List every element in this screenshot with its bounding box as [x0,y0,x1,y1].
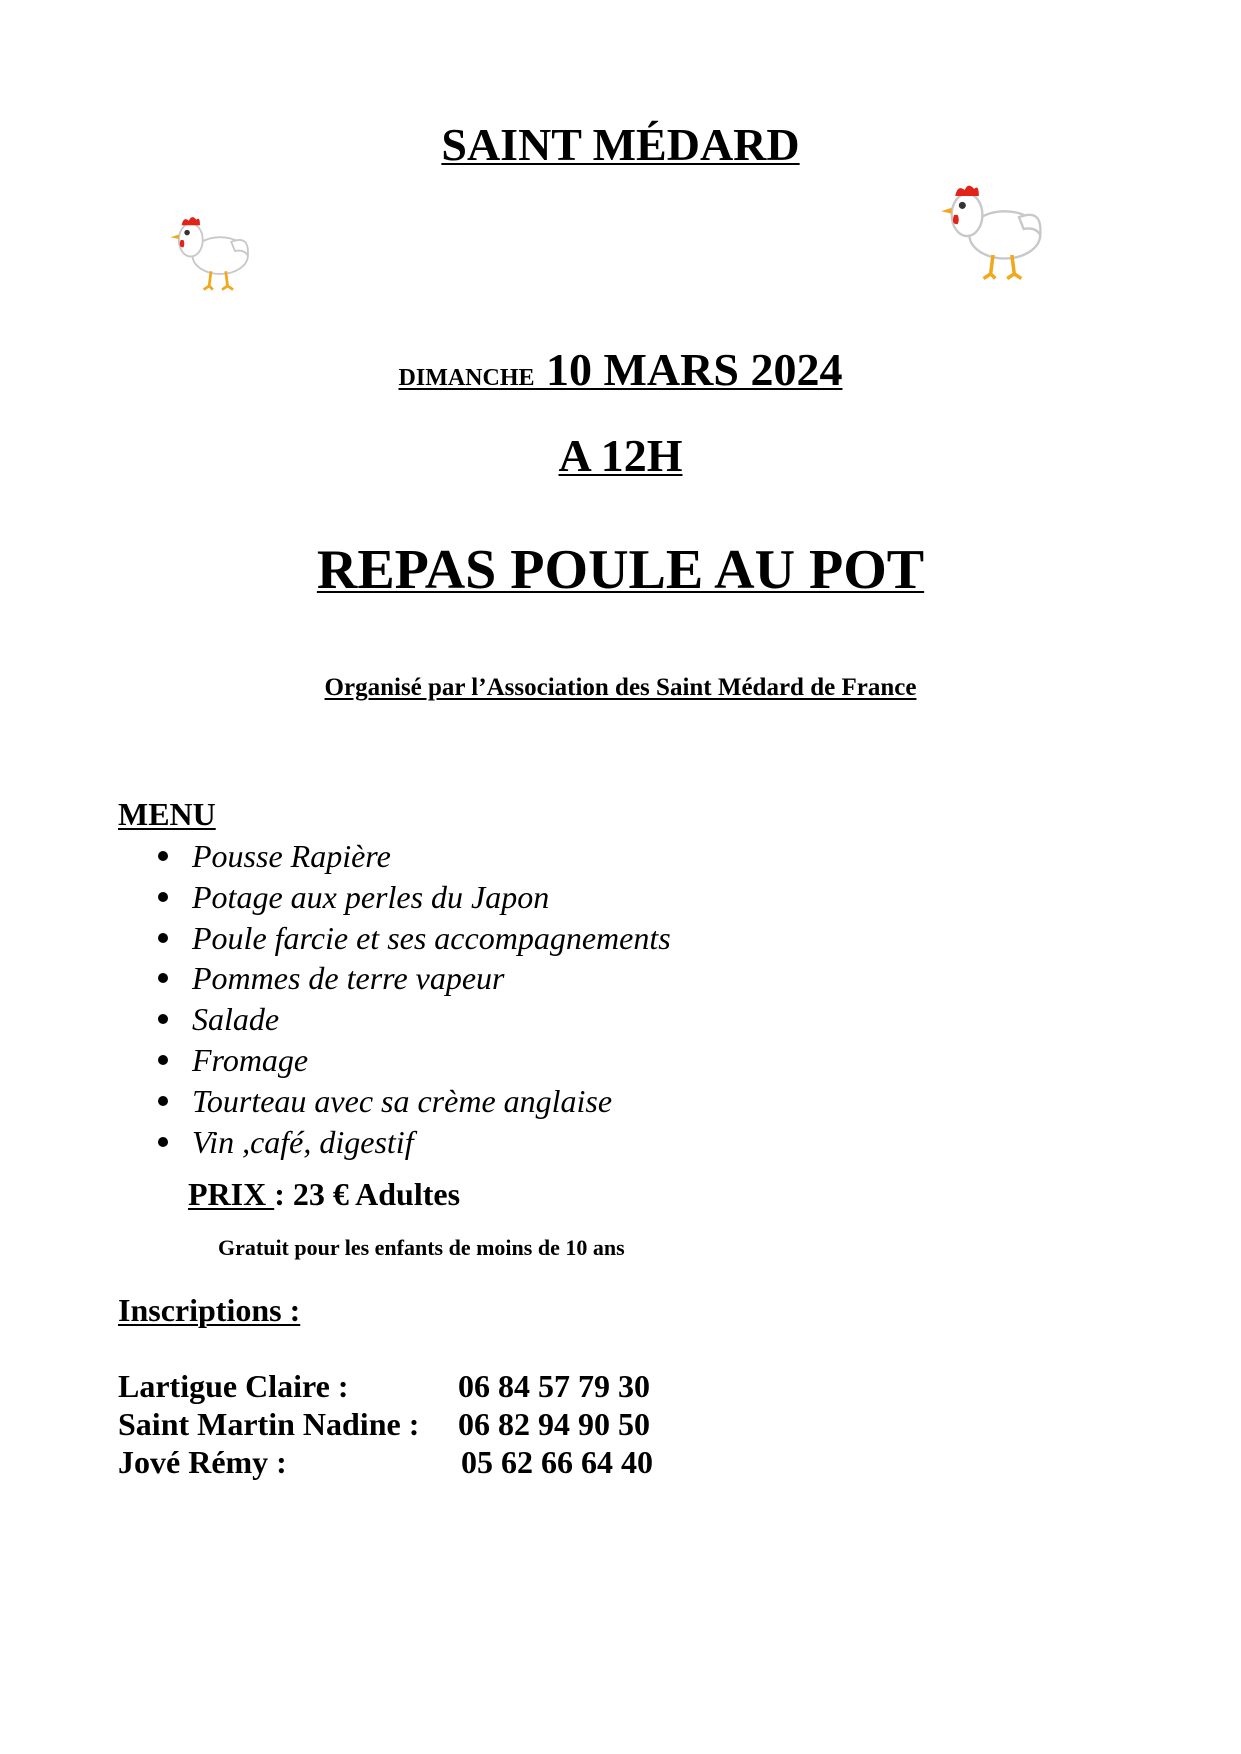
organizer-text: Organisé par l’Association des Saint Médard de France [324,674,917,701]
inscriptions-heading [118,1292,300,1329]
hen-icon [171,217,248,289]
event-date [0,343,1241,396]
list-item [118,999,671,1040]
menu-list [118,836,671,1162]
hen-icon [941,186,1040,279]
menu-item-label: Poule farcie et ses accompagnements [192,919,671,956]
menu-item-label: Vin ,café, digestif [192,1123,414,1160]
bullet-icon [158,892,168,902]
bullet-icon [158,851,168,861]
day-label: DIMANCHE [398,365,535,391]
event-date-text [399,344,843,395]
list-item [118,1122,671,1163]
list-item [118,836,671,877]
list-item [118,958,671,999]
price-line [188,1176,460,1213]
menu-item-label: Salade [192,1001,280,1038]
menu-heading [118,796,216,833]
list-item [118,1040,671,1081]
hen-right-icon [934,170,1052,288]
menu-heading-text: MENU [118,796,216,832]
contact-phone: 06 82 94 90 50 [458,1406,650,1442]
contact-phone: 06 84 57 79 30 [458,1368,650,1404]
contact-name: Lartigue Claire : [118,1368,349,1404]
contact-phone: 05 62 66 64 40 [461,1444,653,1480]
menu-item-label: Pommes de terre vapeur [192,960,505,997]
contact-name: Saint Martin Nadine : [118,1406,420,1442]
page-title-text: SAINT MÉDARD [441,119,800,170]
contact-name: Jové Rémy : [118,1444,287,1480]
list-item [118,1081,671,1122]
bullet-icon [158,1055,168,1065]
bullet-icon [158,973,168,983]
hen-left-icon [165,205,257,297]
event-time [0,429,1241,482]
menu-item-label: Fromage [192,1041,309,1078]
organizer [0,674,1241,702]
price-value: : 23 € Adultes [274,1176,461,1212]
inscriptions-heading-text: Inscriptions : [118,1292,301,1328]
bullet-icon [158,1137,168,1147]
list-item [118,877,671,918]
event-title-text: REPAS POULE AU POT [316,539,925,601]
list-item [118,918,671,959]
page-title [0,118,1241,171]
bullet-icon [158,1096,168,1106]
event-title [0,538,1241,602]
event-time-text: A 12H [558,430,683,481]
bullet-icon [158,933,168,943]
menu-item-label: Tourteau avec sa crème anglaise [192,1082,613,1119]
price-label: PRIX [188,1176,275,1212]
bullet-icon [158,1014,168,1024]
children-note: Gratuit pour les enfants de moins de 10 ans [218,1235,625,1260]
date-value: 10 MARS 2024 [546,344,843,395]
menu-item-label: Potage aux perles du Japon [192,878,550,915]
menu-item-label: Pousse Rapière [192,838,391,874]
